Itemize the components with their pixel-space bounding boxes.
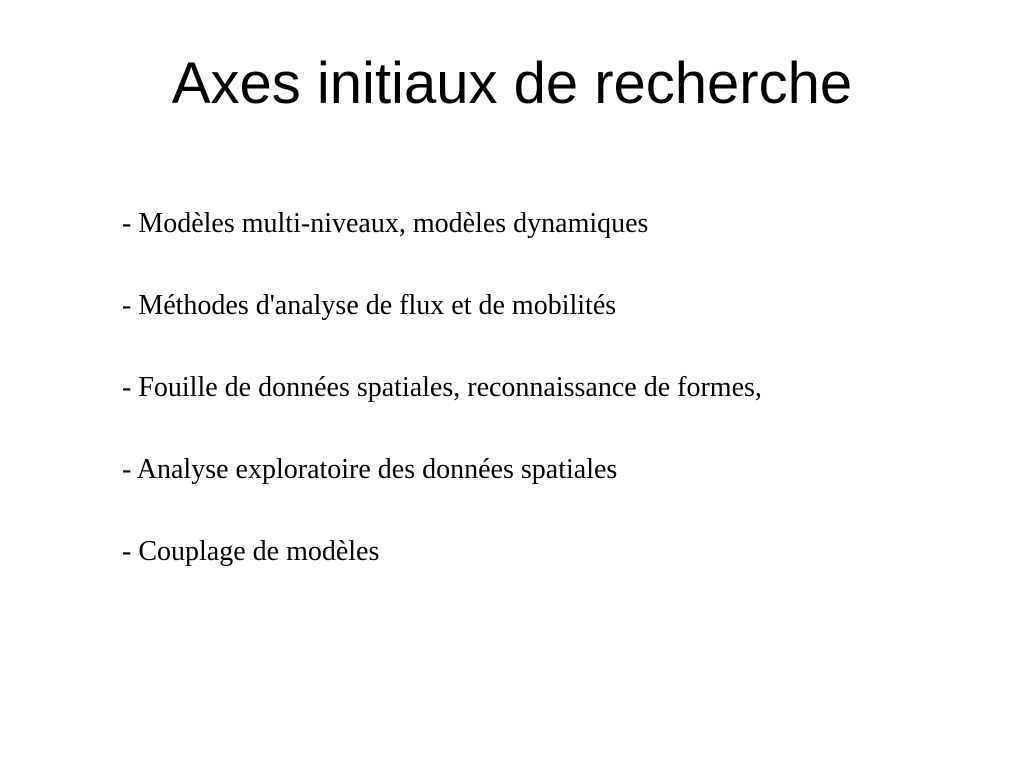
slide-title: Axes initiaux de recherche xyxy=(171,51,853,116)
bullet-item-data-mining: - Fouille de données spatiales, reconnaissance de formes, xyxy=(122,372,762,403)
bullet-list xyxy=(122,200,762,610)
bullet-item-flow-analysis: - Méthodes d'analyse de flux et de mobilités xyxy=(122,290,617,321)
bullet-item-models: - Modèles multi-niveaux, modèles dynamiques xyxy=(122,208,649,239)
bullet-item-exploratory-analysis: - Analyse exploratoire des données spatiales xyxy=(122,454,618,485)
bullet-item-model-coupling: - Couplage de modèles xyxy=(122,536,380,567)
